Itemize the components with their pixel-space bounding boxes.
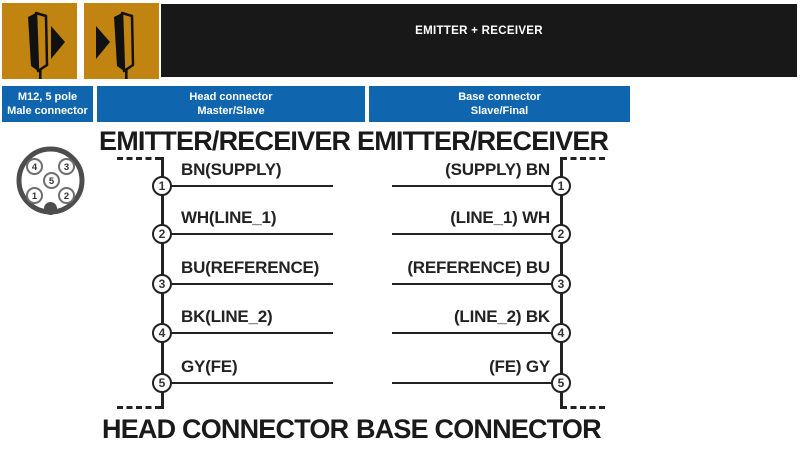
pin-circle: 3 [152, 274, 172, 294]
label-line: Male connector [7, 105, 88, 117]
pin-circle: 2 [551, 224, 571, 244]
wire-label: (FE) GY [489, 357, 550, 376]
pin-circle: 5 [551, 373, 571, 393]
dashed-lead [117, 157, 164, 160]
header-bar [161, 4, 797, 77]
connector-pin-2: 2 [63, 191, 70, 202]
wire-label: BK(LINE_2) [181, 307, 273, 326]
receiver-icon-box [84, 3, 159, 79]
wire-label: (LINE_2) BK [453, 307, 550, 326]
wire [171, 185, 333, 188]
pin-circle: 1 [152, 176, 172, 196]
label-base-connector [369, 86, 630, 122]
header-title: EMITTER + RECEIVER [415, 25, 543, 37]
label-line: Base connector [458, 91, 541, 103]
connector-pin-4: 4 [31, 162, 38, 173]
receiver-sensor-icon [84, 3, 159, 79]
pin-circle: 4 [152, 323, 172, 343]
wire-label: WH(LINE_1) [181, 208, 277, 227]
wire [392, 283, 552, 286]
wire [392, 233, 552, 236]
right-diagram-title: EMITTER/RECEIVER [357, 126, 609, 156]
wire [392, 185, 552, 188]
label-head-connector [97, 86, 365, 122]
dashed-lead [561, 157, 608, 160]
wire-label: (SUPPLY) BN [445, 160, 550, 179]
label-line: M12, 5 pole [17, 91, 78, 103]
base-connector-footer: BASE CONNECTOR [356, 414, 601, 444]
wire-label: (REFERENCE) BU [407, 258, 550, 277]
pin-circle: 1 [551, 176, 571, 196]
label-m12-connector [2, 86, 93, 122]
label-line: Head connector [189, 91, 273, 103]
connector-pin-3: 3 [63, 162, 70, 173]
head-connector-footer: HEAD CONNECTOR [102, 414, 349, 444]
emitter-icon-box [2, 3, 77, 79]
m12-connector-face-diagram [13, 143, 88, 218]
dashed-lead [561, 406, 608, 409]
emitter-sensor-icon [2, 3, 77, 79]
pin-circle: 5 [152, 373, 172, 393]
wire-label: (LINE_1) WH [450, 208, 550, 227]
wire [171, 332, 333, 335]
connector-pin-1: 1 [31, 191, 38, 202]
pin-circle: 2 [152, 224, 172, 244]
pin-circle: 3 [551, 274, 571, 294]
label-line: Master/Slave [197, 105, 265, 117]
left-diagram-title: EMITTER/RECEIVER [99, 126, 351, 156]
pin-circle: 4 [551, 323, 571, 343]
wire-label: BN(SUPPLY) [181, 160, 282, 179]
wire [392, 382, 552, 385]
wire [171, 382, 333, 385]
connector-pin-5: 5 [48, 176, 55, 187]
wire [392, 332, 552, 335]
label-line: Slave/Final [470, 105, 529, 117]
wire-label: BU(REFERENCE) [181, 258, 320, 277]
wire [171, 233, 333, 236]
dashed-lead [117, 406, 164, 409]
wire-label: GY(FE) [181, 357, 238, 376]
wire [171, 283, 333, 286]
